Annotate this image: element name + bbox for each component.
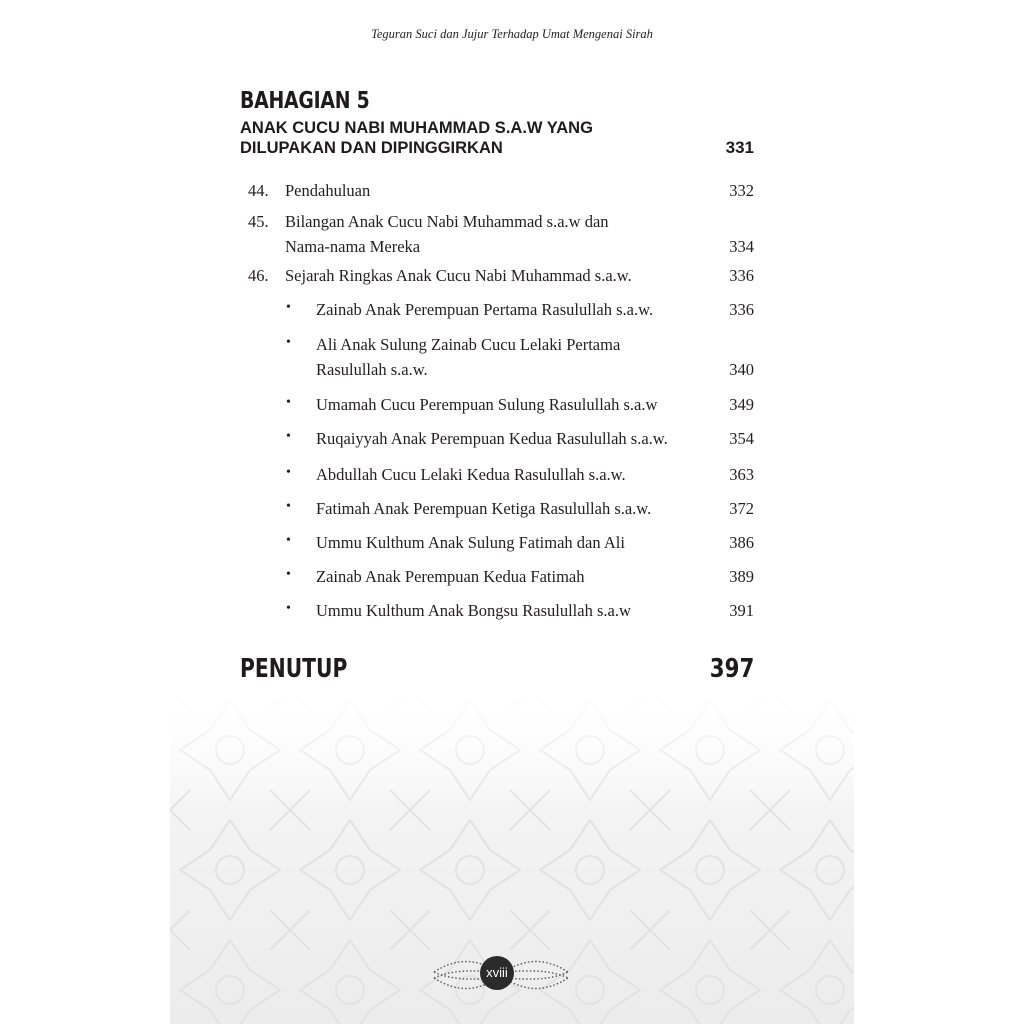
bullet-icon: • (286, 465, 291, 480)
bullet-icon: • (286, 567, 291, 582)
subentry-page: 363 (729, 465, 754, 484)
subentry-title-line1: Ali Anak Sulung Zainab Cucu Lelaki Pertama (316, 335, 621, 354)
subentry-title: Umamah Cucu Perempuan Sulung Rasulullah s.a.w (316, 395, 658, 414)
entry-title: Sejarah Ringkas Anak Cucu Nabi Muhammad s.a.w. (285, 266, 632, 285)
page-number-badge: xviii (480, 956, 514, 990)
subentry-page: 391 (729, 601, 754, 620)
entry-number: 44. (248, 181, 269, 200)
subentry-title: Zainab Anak Perempuan Pertama Rasulullah s.a.w. (316, 300, 654, 319)
subentry-title-line2: Rasulullah s.a.w. (316, 360, 428, 379)
part-title: BAHAGIAN 5 (240, 88, 370, 114)
closing-title: PENUTUP (240, 654, 348, 684)
subentry-title: Zainab Anak Perempuan Kedua Fatimah (316, 567, 585, 586)
entry-number: 45. (248, 212, 269, 231)
entry-page: 334 (729, 237, 754, 256)
entry-title-line2: Nama-nama Mereka (285, 237, 421, 256)
subentry-page: 349 (729, 395, 754, 414)
book-page (170, 0, 854, 1024)
subentry-title: Ummu Kulthum Anak Bongsu Rasulullah s.a.w (316, 601, 631, 620)
entry-title: Pendahuluan (285, 181, 371, 200)
subentry-title: Ummu Kulthum Anak Sulung Fatimah dan Ali (316, 533, 625, 552)
part-subtitle-line1: ANAK CUCU NABI MUHAMMAD S.A.W YANG (240, 119, 593, 137)
entry-page: 336 (729, 266, 754, 285)
closing-page-number: 397 (709, 654, 754, 684)
bullet-icon: • (286, 335, 291, 350)
subentry-page: 389 (729, 567, 754, 586)
entry-number: 46. (248, 266, 269, 285)
part-subtitle-line2: DILUPAKAN DAN DIPINGGIRKAN (240, 139, 503, 157)
subentry-title: Ruqaiyyah Anak Perempuan Kedua Rasulullah s.a.w. (316, 429, 668, 448)
running-head: Teguran Suci dan Jujur Terhadap Umat Mengenai Sirah (371, 27, 653, 41)
bullet-icon: • (286, 300, 291, 315)
subentry-page: 340 (729, 360, 754, 379)
bullet-icon: • (286, 601, 291, 616)
entry-title-line1: Bilangan Anak Cucu Nabi Muhammad s.a.w dan (285, 212, 609, 231)
subentry-title: Fatimah Anak Perempuan Ketiga Rasulullah s.a.w. (316, 499, 652, 518)
subentry-page: 386 (729, 533, 754, 552)
subentry-page: 354 (729, 429, 754, 448)
subentry-title: Abdullah Cucu Lelaki Kedua Rasulullah s.a.w. (316, 465, 626, 484)
part-page-number: 331 (725, 138, 754, 157)
bullet-icon: • (286, 395, 291, 410)
subentry-page: 336 (729, 300, 754, 319)
entry-page: 332 (729, 181, 754, 200)
bullet-icon: • (286, 429, 291, 444)
subentry-page: 372 (729, 499, 754, 518)
bullet-icon: • (286, 533, 291, 548)
bullet-icon: • (286, 499, 291, 514)
